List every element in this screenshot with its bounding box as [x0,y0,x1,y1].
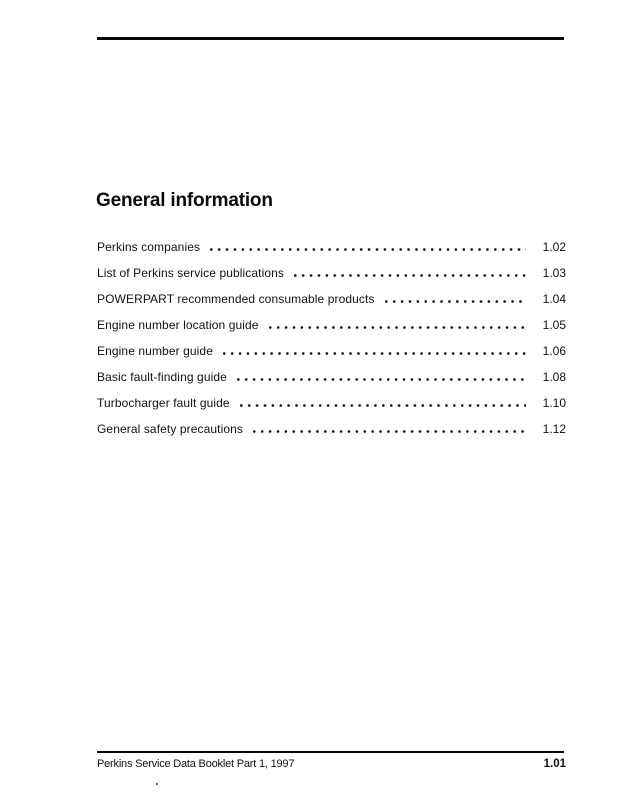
toc-entry-label: Turbocharger fault guide [97,396,230,410]
toc-row [97,338,566,364]
toc-entry-page: 1.06 [542,344,566,358]
page-title: General information [96,190,273,211]
toc-entry-label: POWERPART recommended consumable products [97,292,375,306]
toc-entry-label: Perkins companies [97,240,201,254]
toc-entry-page: 1.10 [542,396,566,410]
dot-leader [237,378,526,381]
toc-entry-label: Basic fault-finding guide [97,370,227,384]
toc-row [97,234,566,260]
dot-leader [269,326,526,329]
toc-entry-page: 1.03 [542,266,566,280]
toc-row [97,390,566,416]
toc-entry-page: 1.08 [542,370,566,384]
dot-leader [253,430,526,433]
toc-entry-label: List of Perkins service publications [97,266,285,280]
toc-row [97,364,566,390]
toc-entry-page: 1.05 [542,318,566,332]
toc-row [97,286,566,312]
dot-leader [385,300,526,303]
toc-entry-page: 1.12 [542,422,566,436]
toc-row [97,260,566,286]
footer-rule [97,751,564,753]
toc-entry-page: 1.02 [542,240,566,254]
scan-artifact-dot [156,783,158,785]
footer [97,758,566,770]
toc-entry-label: Engine number guide [97,344,213,358]
dot-leader [294,274,526,277]
top-rule [97,37,564,40]
dot-leader [223,352,526,355]
dot-leader [210,248,526,251]
toc-entry-page: 1.04 [542,292,566,306]
footer-page-number: 1.01 [543,758,566,770]
footer-booklet-title: Perkins Service Data Booklet Part 1, 1997 [97,758,295,770]
toc-entry-label: Engine number location guide [97,318,259,332]
toc-row [97,416,566,442]
dot-leader [240,404,526,407]
table-of-contents [97,234,566,442]
toc-entry-label: General safety precautions [97,422,244,436]
toc-row [97,312,566,338]
